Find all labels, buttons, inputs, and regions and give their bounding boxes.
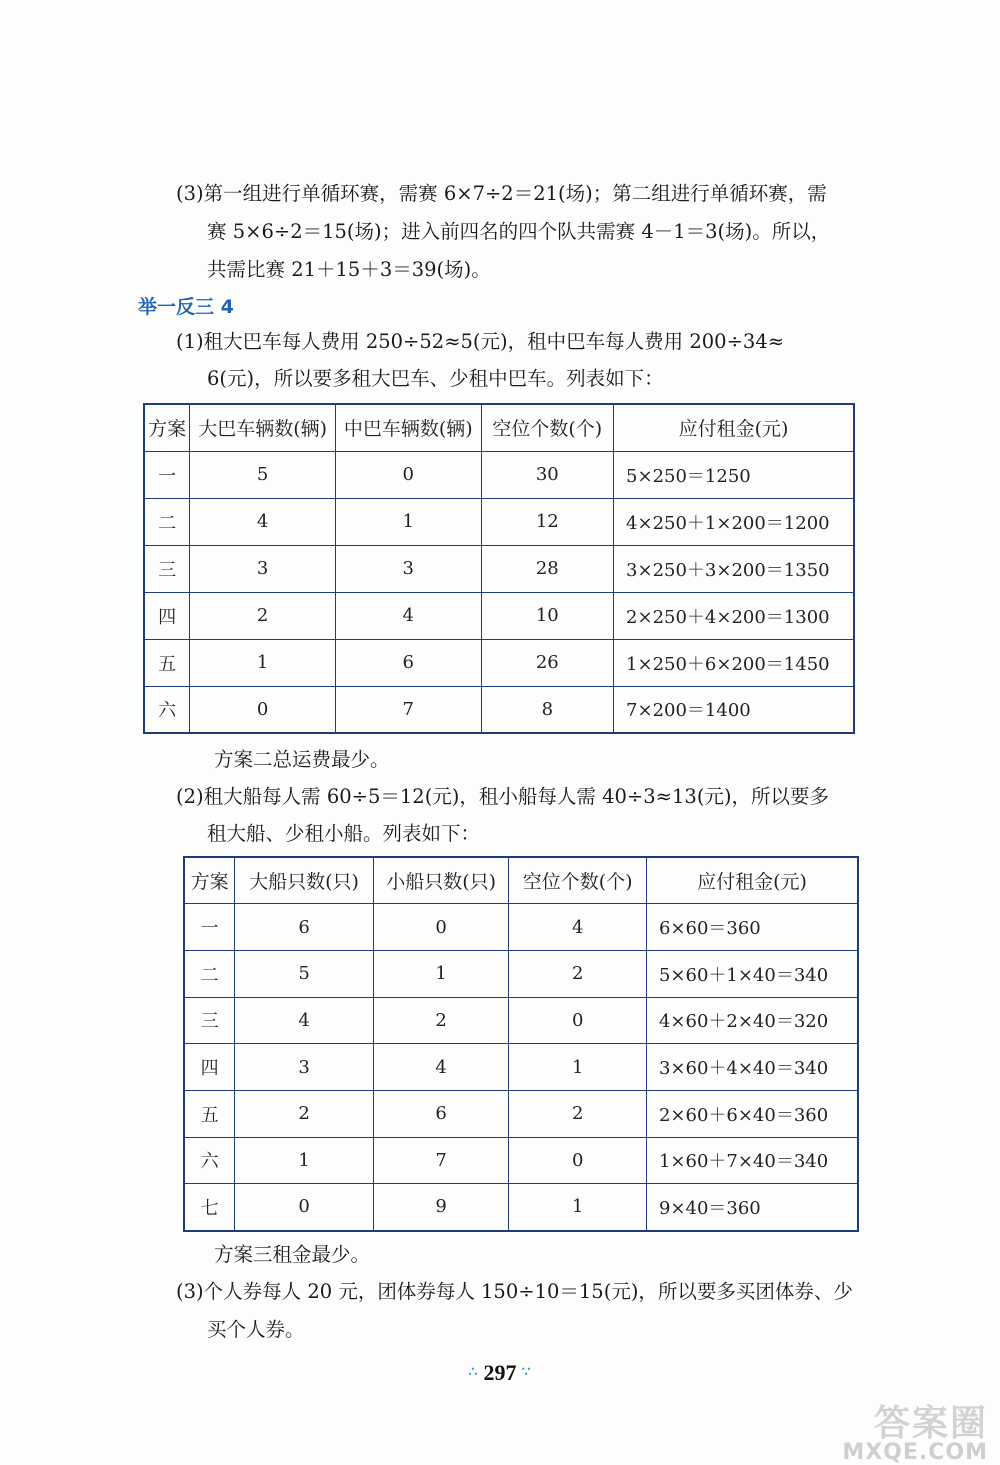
plan-cell: 五 bbox=[184, 1090, 235, 1137]
part1-line-1: (3)第一组进行单循环赛，需赛 6×7÷2＝21(场)；第二组进行单循环赛，需 bbox=[176, 182, 827, 205]
table-cell: 2 bbox=[509, 950, 647, 997]
table-row bbox=[144, 686, 854, 733]
table-cell: 3 bbox=[335, 545, 481, 592]
table-cell: 7 bbox=[373, 1137, 509, 1184]
q3-line-1: (3)个人券每人 20 元，团体券每人 150÷10＝15(元)，所以要多买团体券、少 bbox=[176, 1280, 853, 1303]
plan-cell: 七 bbox=[184, 1184, 235, 1231]
q1-conclusion: 方案二总运费最少。 bbox=[214, 748, 390, 771]
table-cell: 5 bbox=[235, 950, 374, 997]
table-cell: 0 bbox=[190, 686, 336, 733]
rent-formula-cell: 5×60＋1×40＝340 bbox=[646, 950, 858, 997]
plan-cell: 六 bbox=[144, 686, 190, 733]
rent-formula-cell: 1×250＋6×200＝1450 bbox=[614, 639, 854, 686]
table-cell: 0 bbox=[373, 904, 509, 951]
table-cell: 2 bbox=[509, 1090, 647, 1137]
watermark bbox=[842, 1395, 988, 1465]
table-cell: 10 bbox=[481, 592, 613, 639]
page-number: 297 bbox=[483, 1360, 517, 1385]
table-row bbox=[184, 997, 858, 1044]
table-cell: 6 bbox=[335, 639, 481, 686]
table-row bbox=[184, 950, 858, 997]
table-cell: 0 bbox=[335, 451, 481, 498]
rent-formula-cell: 2×60＋6×40＝360 bbox=[646, 1090, 858, 1137]
rent-formula-cell: 3×250＋3×200＝1350 bbox=[614, 545, 854, 592]
table-cell: 1 bbox=[190, 639, 336, 686]
table-row bbox=[184, 1090, 858, 1137]
plan-cell: 二 bbox=[144, 498, 190, 545]
table-row bbox=[184, 904, 858, 951]
rent-formula-cell: 7×200＝1400 bbox=[614, 686, 854, 733]
table-cell: 0 bbox=[235, 1184, 374, 1231]
table-cell: 3 bbox=[235, 1044, 374, 1091]
table-cell: 4 bbox=[235, 997, 374, 1044]
table-row bbox=[144, 639, 854, 686]
table-header-row bbox=[144, 404, 854, 451]
table-cell: 2 bbox=[190, 592, 336, 639]
table-row bbox=[144, 451, 854, 498]
table-row bbox=[144, 498, 854, 545]
table-cell: 30 bbox=[481, 451, 613, 498]
table-cell: 8 bbox=[481, 686, 613, 733]
plan-cell: 四 bbox=[184, 1044, 235, 1091]
rent-formula-cell: 5×250＝1250 bbox=[614, 451, 854, 498]
plan-cell: 六 bbox=[184, 1137, 235, 1184]
rent-formula-cell: 9×40＝360 bbox=[646, 1184, 858, 1231]
table-cell: 28 bbox=[481, 545, 613, 592]
table-row bbox=[184, 1137, 858, 1184]
plan-cell: 一 bbox=[184, 904, 235, 951]
rent-formula-cell: 3×60＋4×40＝340 bbox=[646, 1044, 858, 1091]
table-row bbox=[144, 545, 854, 592]
table-row bbox=[184, 1044, 858, 1091]
q2-line-2: 租大船、少租小船。列表如下： bbox=[207, 822, 481, 845]
table-cell: 1 bbox=[235, 1137, 374, 1184]
table-cell: 1 bbox=[509, 1044, 647, 1091]
boat-rental-table bbox=[183, 856, 859, 1232]
table-cell: 5 bbox=[190, 451, 336, 498]
table-cell: 7 bbox=[335, 686, 481, 733]
q1-line-1: (1)租大巴车每人费用 250÷52≈5(元)，租中巴车每人费用 200÷34≈ bbox=[176, 330, 785, 353]
watermark-cn: 答案圈 bbox=[873, 1403, 988, 1444]
table-row bbox=[184, 1184, 858, 1231]
rent-formula-cell: 2×250＋4×200＝1300 bbox=[614, 592, 854, 639]
part1-line-2: 赛 5×6÷2＝15(场)；进入前四名的四个队共需赛 4－1＝3(场)。所以， bbox=[207, 220, 831, 243]
table-cell: 1 bbox=[509, 1184, 647, 1231]
table-cell: 1 bbox=[373, 950, 509, 997]
table-cell: 0 bbox=[509, 1137, 647, 1184]
q1-line-2: 6(元)，所以要多租大巴车、少租中巴车。列表如下： bbox=[207, 367, 664, 390]
table-cell: 6 bbox=[373, 1090, 509, 1137]
rent-formula-cell: 4×60＋2×40＝320 bbox=[646, 997, 858, 1044]
header-cell: 中巴车辆数(辆) bbox=[335, 404, 481, 451]
plan-cell: 四 bbox=[144, 592, 190, 639]
plan-cell: 一 bbox=[144, 451, 190, 498]
table-cell: 4 bbox=[373, 1044, 509, 1091]
table-cell: 2 bbox=[235, 1090, 374, 1137]
plan-cell: 三 bbox=[144, 545, 190, 592]
table-cell: 4 bbox=[190, 498, 336, 545]
section-heading: 举一反三 4 bbox=[138, 296, 234, 318]
table-cell: 0 bbox=[509, 997, 647, 1044]
header-cell: 方案 bbox=[144, 404, 190, 451]
part1-line-3: 共需比赛 21＋15＋3＝39(场)。 bbox=[207, 258, 491, 281]
header-cell: 空位个数(个) bbox=[481, 404, 613, 451]
table-cell: 4 bbox=[509, 904, 647, 951]
table-cell: 3 bbox=[190, 545, 336, 592]
plan-cell: 五 bbox=[144, 639, 190, 686]
bus-rental-table bbox=[143, 403, 855, 734]
watermark-en: MXQE.COM bbox=[842, 1440, 988, 1465]
table-cell: 26 bbox=[481, 639, 613, 686]
table-cell: 2 bbox=[373, 997, 509, 1044]
table-header-row bbox=[184, 857, 858, 904]
table-cell: 6 bbox=[235, 904, 374, 951]
q2-line-1: (2)租大船每人需 60÷5＝12(元)，租小船每人需 40÷3≈13(元)，所以要多 bbox=[176, 785, 830, 808]
table-row bbox=[144, 592, 854, 639]
table-cell: 9 bbox=[373, 1184, 509, 1231]
table-cell: 1 bbox=[335, 498, 481, 545]
rent-formula-cell: 1×60＋7×40＝340 bbox=[646, 1137, 858, 1184]
rent-formula-cell: 4×250＋1×200＝1200 bbox=[614, 498, 854, 545]
plan-cell: 二 bbox=[184, 950, 235, 997]
header-cell: 应付租金(元) bbox=[646, 857, 858, 904]
decorative-dots-icon: ∴ bbox=[468, 1364, 479, 1380]
q2-conclusion: 方案三租金最少。 bbox=[214, 1243, 371, 1266]
header-cell: 小船只数(只) bbox=[373, 857, 509, 904]
header-cell: 空位个数(个) bbox=[509, 857, 647, 904]
q3-line-2: 买个人券。 bbox=[207, 1318, 305, 1341]
rent-formula-cell: 6×60＝360 bbox=[646, 904, 858, 951]
header-cell: 大巴车辆数(辆) bbox=[190, 404, 336, 451]
header-cell: 应付租金(元) bbox=[614, 404, 854, 451]
header-cell: 方案 bbox=[184, 857, 235, 904]
table-cell: 4 bbox=[335, 592, 481, 639]
table-cell: 12 bbox=[481, 498, 613, 545]
plan-cell: 三 bbox=[184, 997, 235, 1044]
decorative-dots-icon: ∵ bbox=[521, 1364, 532, 1380]
page-footer bbox=[0, 1360, 1000, 1386]
header-cell: 大船只数(只) bbox=[235, 857, 374, 904]
